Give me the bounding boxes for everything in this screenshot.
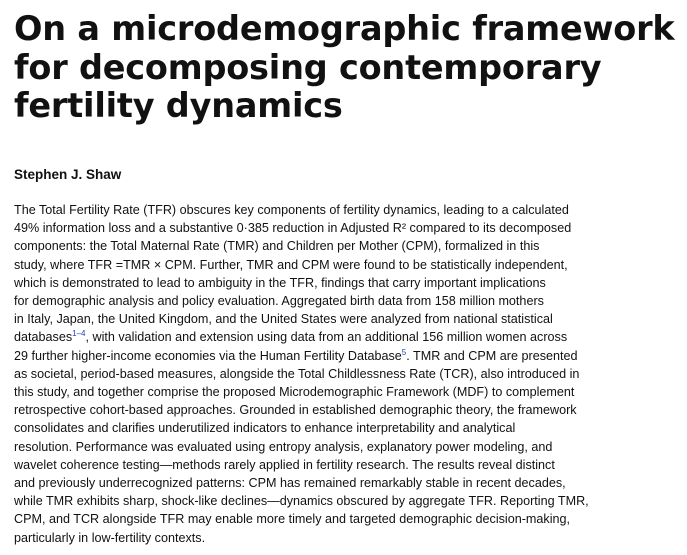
abstract-line: The Total Fertility Rate (TFR) obscures key components of fertility dynamics, leading to a calculated <box>14 203 569 217</box>
citation-link-5[interactable]: 5 <box>401 347 407 357</box>
abstract-text: . TMR and CPM are presented <box>406 348 578 363</box>
abstract-line: components: the Total Maternal Rate (TMR) and Children per Mother (CPM), formalized in this <box>14 239 540 254</box>
abstract-line <box>14 347 680 365</box>
abstract-line: consolidates and clarifies underutilized indicators to enhance interpretability and analytical <box>14 421 516 436</box>
abstract-text: , with validation and extension using data from an additional 156 million women across <box>85 330 568 345</box>
abstract-line: particularly in low-fertility contexts. <box>14 530 206 545</box>
abstract-line: this study, and together comprise the proposed Microdemographic Framework (MDF) to complement <box>14 385 575 400</box>
abstract <box>14 201 680 547</box>
abstract-line: resolution. Performance was evaluated using entropy analysis, explanatory power modeling, and <box>14 439 553 454</box>
abstract-line: CPM, and TCR alongside TFR may enable more timely and targeted demographic decision-making, <box>14 512 571 527</box>
paper-title <box>14 0 680 126</box>
abstract-line: as societal, period-based measures, alongside the Total Childlessness Rate (TCR), also introduced in <box>14 366 580 381</box>
title-line: fertility dynamics <box>14 86 343 125</box>
title-line: On a microdemographic framework <box>14 9 675 48</box>
abstract-line: wavelet coherence testing—methods rarely applied in fertility research. The results reveal distinct <box>14 457 555 472</box>
abstract-text: 29 further higher-income economies via the Human Fertility Database <box>14 348 402 363</box>
abstract-line: in Italy, Japan, the United Kingdom, and the United States were analyzed from national statistical <box>14 312 553 327</box>
paper-page <box>14 0 680 545</box>
abstract-line: which is demonstrated to lead to ambiguity in the TFR, findings that carry important implications <box>14 275 546 290</box>
abstract-line: for demographic analysis and policy evaluation. Aggregated birth data from 158 million mothers <box>14 294 544 309</box>
abstract-line: retrospective cohort-based approaches. Grounded in established demographic theory, the framework <box>14 403 577 418</box>
abstract-line: while TMR exhibits sharp, shock-like declines—dynamics obscured by aggregate TFR. Reporting TMR, <box>14 494 589 509</box>
abstract-line: 49% information loss and a substantive 0·385 reduction in Adjusted R² compared to its decomposed <box>14 221 572 236</box>
abstract-line: and previously underrecognized patterns: CPM has remained remarkably stable in recent decades, <box>14 476 566 491</box>
abstract-line <box>14 328 680 346</box>
title-line: for decomposing contemporary <box>14 47 602 87</box>
author-name[interactable]: Stephen J. Shaw <box>14 167 122 182</box>
abstract-text: databases <box>14 330 73 345</box>
citation-link-1-4[interactable]: 1–4 <box>72 329 86 339</box>
abstract-line: study, where TFR =TMR × CPM. Further, TMR and CPM were found to be statistically independent, <box>14 257 568 272</box>
